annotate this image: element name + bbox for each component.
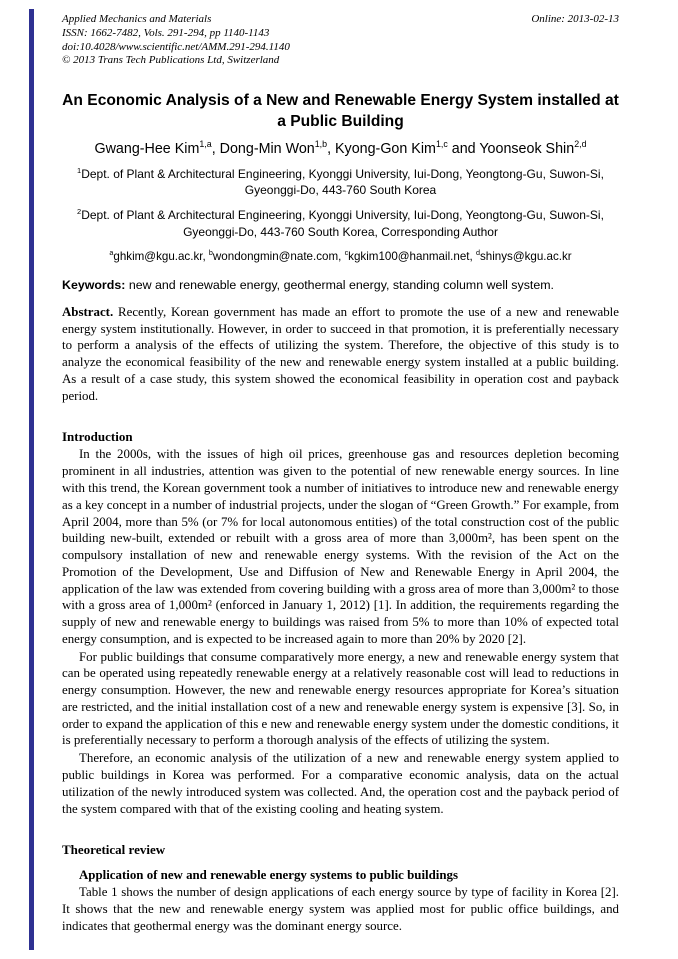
paper-title: An Economic Analysis of a New and Renewable Energy System installed at a Public Building bbox=[62, 92, 619, 131]
section-heading-theoretical-review: Theoretical review bbox=[62, 842, 166, 858]
author-name: Kyong-Gon Kim bbox=[335, 141, 436, 158]
email bbox=[109, 247, 209, 263]
left-margin-bar bbox=[29, 9, 34, 950]
author-separator: and bbox=[447, 141, 480, 158]
author bbox=[220, 141, 335, 157]
author-superscript: 1,c bbox=[435, 139, 448, 150]
doi-line: doi:10.4028/www.scientific.net/AMM.291-294.1140 bbox=[62, 40, 290, 53]
email-address: kgkim100@hanmail.net bbox=[348, 249, 470, 263]
author-name: Dong-Min Won bbox=[219, 141, 315, 158]
email-superscript: b bbox=[208, 247, 213, 257]
email bbox=[208, 247, 345, 263]
author bbox=[479, 141, 586, 157]
copyright-line: © 2013 Trans Tech Publications Ltd, Switzerland bbox=[62, 54, 280, 67]
author-separator: , bbox=[327, 141, 336, 158]
author-superscript: 1,b bbox=[314, 139, 328, 150]
journal-name: Applied Mechanics and Materials bbox=[62, 13, 212, 25]
email-address: shinys@kgu.ac.kr bbox=[479, 249, 572, 263]
authors-line bbox=[62, 141, 619, 157]
author-name: Yoonseok Shin bbox=[479, 141, 575, 158]
email-address: wondongmin@nate.com bbox=[212, 249, 339, 263]
affiliation-2 bbox=[62, 207, 619, 239]
email-separator: , bbox=[338, 249, 345, 263]
author bbox=[335, 141, 479, 157]
affiliation-superscript: 2 bbox=[77, 207, 82, 217]
email bbox=[475, 247, 572, 263]
online-date: Online: 2013-02-13 bbox=[531, 13, 619, 25]
paper-content bbox=[62, 13, 619, 935]
email-separator: , bbox=[469, 249, 476, 263]
subsection-heading-application: Application of new and renewable energy systems to public buildings bbox=[79, 868, 459, 883]
author-superscript: 1,a bbox=[199, 139, 212, 150]
email bbox=[344, 247, 476, 263]
intro-paragraph-1: In the 2000s, with the issues of high oil prices, greenhouse gas and resources depletion becoming prominent in all industries, attention was given to the potential of new renewable energy sources. In line with this trend, the Korean government took a number of initiatives to introduce new and renewable energy as a key concept in a number of industrial projects, under the slogan of “Green Growth.” For example, from April 2004, more than 5% (or 7% for local autonomous entities) of the total construction cost of the public building new-built, extended or rebuilt with a gross area of more than 3,000m², has been spent on the compulsory installation of new and renewable energy systems. With the revision of the Act on the Promotion of the Development, Use and Diffusion of New and Renewable Energy in April 2004, the application of the law was extended from covering building with a gross area of more than 3,000m² to those with a gross area of 1,000m² (enforced in January 1, 2012) [1]. In addition, the requirements regarding the supply of new and renewable energy to buildings was raised from 5% to more than 10% of expected total energy consumption, and is expected to be increased again to more than 20% by 2020 [2]. bbox=[62, 447, 619, 646]
abstract-text: Recently, Korean government has made an effort to promote the use of a new and renewable energy system institutionally. However, in order to succeed in that promotion, it is preferentially necessary to perform a analysis of the effects of utilizing the system. Therefore, the objective of this study is to analyze the economical feasibility of the new and renewable energy system installed at a public building. As a result of a case study, this system showed the economical feasibility in operation cost and payback period. bbox=[62, 304, 619, 403]
theoretical-paragraph-1: Table 1 shows the number of design applications of each energy source by type of facility in Korea [2]. It shows that the new and renewable energy system was applied most for public office buildings, and indicates that geothermal energy was the dominant energy source. bbox=[62, 885, 619, 933]
keywords-text: new and renewable energy, geothermal energy, standing column well system. bbox=[128, 277, 554, 292]
author bbox=[94, 141, 219, 157]
email-superscript: a bbox=[109, 247, 114, 257]
emails-line bbox=[62, 247, 619, 263]
keywords-label: Keywords: bbox=[62, 277, 126, 292]
abstract-label: Abstract. bbox=[62, 304, 114, 319]
email-address: ghkim@kgu.ac.kr bbox=[113, 249, 203, 263]
email-superscript: c bbox=[344, 247, 349, 257]
email-superscript: d bbox=[475, 247, 480, 257]
issn-line: ISSN: 1662-7482, Vols. 291-294, pp 1140-1143 bbox=[62, 26, 270, 39]
author-separator: , bbox=[211, 141, 220, 158]
email-separator: , bbox=[202, 249, 209, 263]
author-name: Gwang-Hee Kim bbox=[94, 141, 200, 158]
abstract bbox=[62, 304, 619, 405]
keywords-line bbox=[62, 278, 619, 292]
journal-header bbox=[62, 13, 619, 68]
intro-paragraph-2: For public buildings that consume comparatively more energy, a new and renewable energy system that can be operated using repeatedly renewable energy at a relatively reasonable cost will lead to reductions in energy consumption. However, the new and renewable energy resources appropriate for Korea’s situation are restricted, and the initial installation cost of a new and renewable energy system is expensive [3]. So, in order to expand the application of this e new and renewable energy system under the domestic conditions, it is preferentially necessary to perform a thorough analysis of the effects of utilizing the system. bbox=[62, 649, 619, 748]
affiliation-1 bbox=[62, 166, 619, 198]
intro-paragraph-3: Therefore, an economic analysis of the utilization of a new and renewable energy system applied to public buildings in Korea was performed. For a comparative economic analysis, data on the actual utilization of the newly introduced system was collected. And, the operation cost and the payback period of the system compared with that of the existing cooling and heating system. bbox=[62, 751, 619, 816]
affiliation-text: Dept. of Plant & Architectural Engineering, Kyonggi University, Iui-Dong, Yeongtong-Gu, Suwon-Si, Gyeonggi-Do, 443-760 South Korea, Corresponding Author bbox=[81, 208, 604, 239]
author-superscript: 2,d bbox=[574, 139, 587, 150]
affiliation-superscript: 1 bbox=[77, 166, 82, 176]
affiliation-text: Dept. of Plant & Architectural Engineering, Kyonggi University, Iui-Dong, Yeongtong-Gu, Suwon-Si, Gyeonggi-Do, 443-760 South Korea bbox=[81, 167, 604, 198]
section-heading-introduction: Introduction bbox=[62, 429, 133, 445]
